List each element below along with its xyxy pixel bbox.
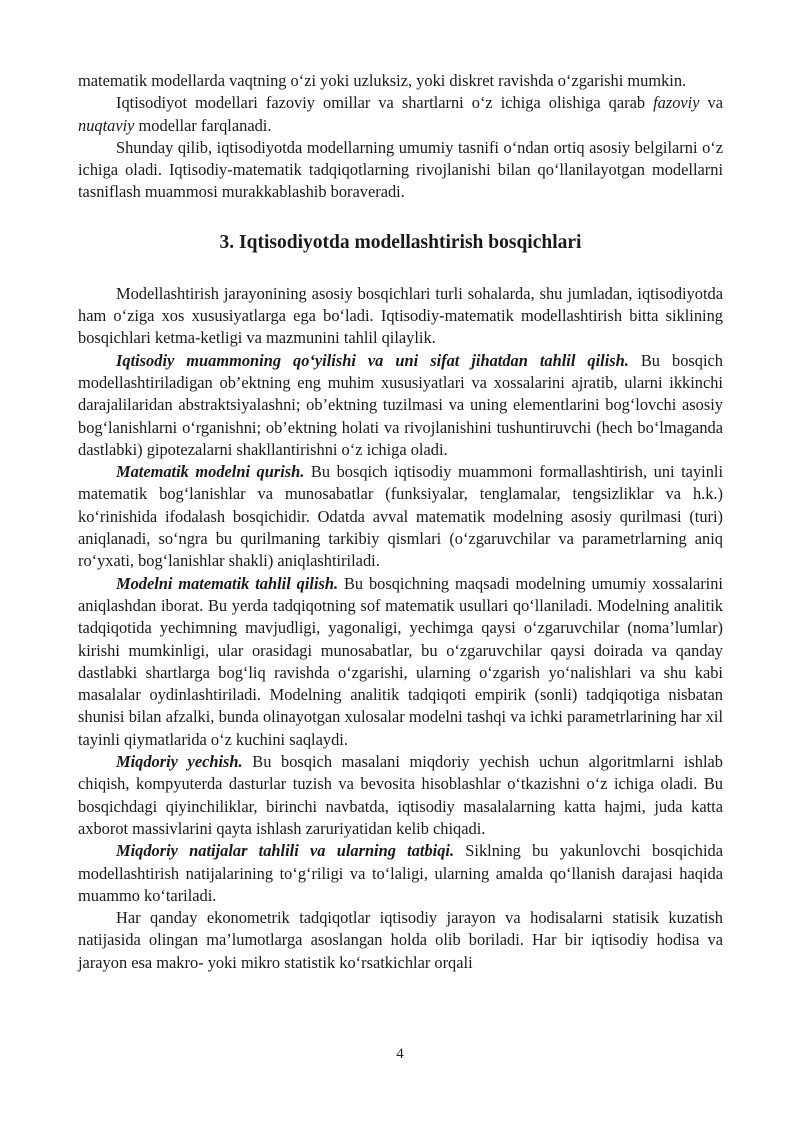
stage-text: Bu bosqich modellashtiriladigan ob’ektning eng muhim xususiyatlari va xossalarini ajratib, ularni ikkinchi darajalilaridan abstraktsiyalashni; ob’ektning tuzilmasi va uning elementlarini bog‘lovchi asosiy bog‘lanishlarni o‘rganishni; ob’ektning holati va rivojlanishini tushuntiruvchi (hech bo‘lmaganda dastlabki) gipotezalarni shakllantirishni o‘z ichiga oladi. — [78, 350, 723, 459]
paragraph-section-intro: Modellashtirish jarayonining asosiy bosqichlari turli sohalarda, shu jumladan, iqtisodiyotda ham o‘ziga xos xususiyatlarga ega bo‘ladi. Iqtisodiy-matematik modellashtirish bitta siklining bosqichlari ketma-ketligi va mazmunini tahlil qilaylik. — [78, 283, 723, 348]
stage-title: Matematik modelni qurish. — [116, 462, 305, 482]
document-page — [78, 70, 723, 974]
stage-text: Bu bosqich iqtisodiy muammoni formallashtirish, uni tayinli matematik bog‘lanishlar va munosabatlar (funksiyalar, tenglamalar, tengsizliklar va h.k.) ko‘rinishida ifodalash bosqichidir. Odatda avval matematik modelning asosiy qurilmasi (turi) aniqlanadi, so‘ngra bu qurilmaning tarkibiy qismlari (o‘zgaruvchilar va parametrlarning aniq ro‘yxati, bog‘lanishlar shakli) aniqlashtiriladi. — [78, 462, 723, 571]
paragraph-intro-2 — [78, 92, 723, 137]
stage-paragraph — [78, 840, 723, 907]
paragraph-intro-1: matematik modellarda vaqtning o‘zi yoki uzluksiz, yoki diskret ravishda o‘zgarishi mumkin. — [78, 71, 687, 90]
stage-title: Miqdoriy natijalar tahlili va ularning tatbiqi. — [116, 841, 455, 861]
paragraph-intro-3: Shunday qilib, iqtisodiyotda modellarning umumiy tasnifi o‘ndan ortiq asosiy belgilarni o‘z ichiga oladi. Iqtisodiy-matematik tadqiqotlarning rivojlanishi bilan qo‘llanilayotgan modellarni tasniflash muammosi murakkablashib boraveradi. — [78, 137, 723, 202]
stage-text: Bu bosqich masalani miqdoriy yechish uchun algoritmlarni ishlab chiqish, kompyuterda dasturlar tuzish va bevosita hisoblashlar o‘tkazishni o‘z ichiga oladi. Bu bosqichdagi qiyinchiliklar, birinchi navbatda, iqtisodiy masalalarning katta hajmi, juda katta axborot massivlarini qayta ishlash zaruriyatidan kelib chiqadi. — [78, 752, 723, 838]
stage-title: Iqtisodiy muammoning qo‘yilishi va uni sifat jihatdan tahlil qilish. — [116, 350, 629, 370]
stage-paragraph — [78, 751, 723, 840]
stage-title: Modelni matematik tahlil qilish. — [116, 573, 339, 593]
text-run: va — [699, 93, 723, 113]
emphasis-nuqtaviy: nuqtaviy — [78, 115, 135, 135]
stage-text: Siklning bu yakunlovchi bosqichida modellashtirish natijalarining to‘g‘riligi va to‘laligi, ularning amalda qo‘llanish darajasi haqida muammo ko‘tariladi. — [78, 841, 723, 905]
stage-paragraph — [78, 350, 723, 461]
text-run: modellar farqlanadi. — [134, 115, 272, 135]
emphasis-fazoviy: fazoviy — [653, 93, 700, 113]
stage-paragraph — [78, 461, 723, 572]
section-heading: 3. Iqtisodiyotda modellashtirish bosqichlari — [219, 231, 582, 253]
stage-paragraph — [78, 573, 723, 751]
text-run: Iqtisodiyot modellari fazoviy omillar va shartlarni o‘z ichiga olishiga qarab — [116, 93, 654, 113]
page-number: 4 — [396, 1046, 404, 1062]
paragraph-closing: Har qanday ekonometrik tadqiqotlar iqtisodiy jarayon va hodisalarni statisik kuzatish natijasida olingan ma’lumotlarga asoslangan holda olib boriladi. Har bir iqtisodiy hodisa va jarayon esa makro- yoki mikro statistik ko‘rsatkichlar orqali — [78, 908, 723, 972]
stage-text: Bu bosqichning maqsadi modelning umumiy xossalarini aniqlashdan iborat. Bu yerda tadqiqotning sof matematik usullari qo‘llaniladi. Modelning analitik tadqiqotida yechimning mavjudligi, yagonaligi, yechimga qaysi o‘zgaruvchilar (noma’lumlar) kirishi mumkinligi, ular orasidagi munosabatlar, bu o‘zgaruvchilar qaysi doirada va qanday dastlabki shartlarga bog‘liq ravishda o‘zgarishi, ularning o‘zgarish yo‘nalishlari va shu kabi masalalar oydinlashtiriladi. Modelning analitik tadqiqoti empirik (sonli) tadqiqotiga nisbatan shunisi bilan afzalki, bunda olinayotgan xulosalar modelni tashqi va ichki parametrlarining har xil tayinli qiymatlarida o‘z kuchini saqlaydi. — [78, 573, 723, 749]
stage-title: Miqdoriy yechish. — [116, 752, 243, 772]
